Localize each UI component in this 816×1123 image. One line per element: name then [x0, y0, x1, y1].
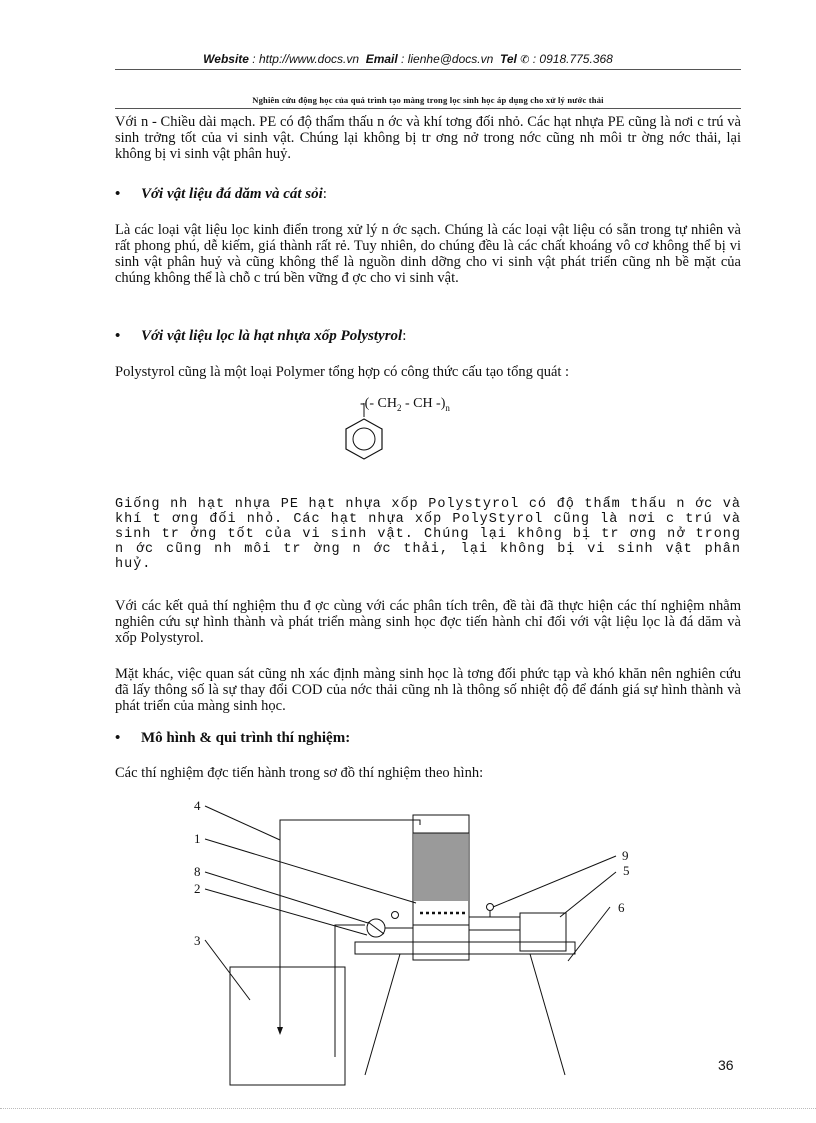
tel-label: Tel [499, 52, 517, 66]
header-rule [115, 69, 741, 70]
polystyrol-formula: -(- $CH_2$ - CH $-)_n$ [360, 396, 450, 413]
benzene-ring-icon [335, 395, 395, 470]
bullet-dot: • [115, 186, 121, 202]
footer-rule [0, 1108, 816, 1109]
storage-tank [230, 967, 345, 1085]
bullet-heading-model [115, 730, 350, 747]
control-box [520, 913, 566, 951]
tel-number: : 0918.775.368 [532, 52, 613, 66]
label-9: 9 [622, 848, 629, 863]
running-title-rule [115, 108, 741, 109]
running-title: Nghiên cứu động học của quá trình tạo màng trong lọc sinh học áp dụng cho xử lý nước thải [252, 95, 604, 105]
paragraph-polystyrol-intro: Polystyrol cũng là một loại Polymer tổng hợp có công thức cấu tạo tổng quát : [115, 364, 570, 380]
phone-icon: ✆ [520, 54, 530, 66]
paragraph-diagram-intro: Các thí nghiệm đợc tiến hành trong sơ đồ thí nghiệm theo hình: [115, 765, 484, 781]
bullet-dot: • [115, 328, 121, 344]
label-2: 2 [194, 881, 201, 896]
paragraph-experiment-results: Với các kết quả thí nghiệm thu đ ợc cùng với các phân tích trên, đề tài đã thực hiện các thí nghiệm nhằm nghiên cứu sự hình thành và phát triển màng sinh học đợc tiến hành chỉ đối với vật liệu lọc là đá dăm và xốp Polystyrol. [115, 598, 741, 646]
bullet-heading-gravel: • Với vật liệu đá dăm và cát sỏi: [115, 186, 327, 202]
website-url[interactable]: : http://www.docs.vn [252, 52, 360, 66]
paragraph-observation: Mặt khác, việc quan sát cũng nh xác định màng sinh học là tơng đối phức tạp và khó khăn nên nghiên cứu đã lấy thông số là sự thay đổi COD của nớc thải cũng nh là thông số nhiệt độ để đánh giá sự hình thành và phát triển của màng sinh học. [115, 666, 741, 714]
experiment-diagram [180, 795, 630, 1085]
label-5: 5 [623, 863, 630, 878]
label-8: 8 [194, 864, 201, 879]
base-plate [355, 942, 575, 954]
label-1: 1 [194, 831, 201, 846]
bullet-dot: • [115, 730, 121, 746]
filter-media [414, 833, 468, 901]
label-3: 3 [194, 933, 201, 948]
bullet-gravel-text: Với vật liệu đá dăm và cát sỏi [141, 186, 323, 202]
paragraph-pe: Với n - Chiều dài mạch. PE có độ thẩm thấu n ớc và khí tơng đối nhỏ. Các hạt nhựa PE cũng là nơi c trú và sinh trởng tốt của vi sinh vật. Chúng lại không bị tr ơng nở trong nớc cũng nh môi tr ờng nớc thải, lại không bị vi sinh vật phân huỷ. [115, 114, 741, 162]
bullet-polystyrol-text: Với vật liệu lọc là hạt nhựa xốp Polystyrol [141, 328, 403, 344]
website-header [0, 52, 816, 66]
bullet-model-text: Mô hình & qui trình thí nghiệm: [141, 730, 351, 746]
email-label: Email [365, 52, 398, 66]
label-6: 6 [618, 900, 625, 915]
email-address[interactable]: : lienhe@docs.vn [401, 52, 494, 66]
paragraph-polystyrol-properties: Giống nh hạt nhựa PE hạt nhựa xốp Polystyrol có độ thẩm thấu n ớc và khí t ơng đối nhỏ. Các hạt nhựa xốp PolyStyrol cũng là nơi c trú và sinh tr ởng tốt của vi sinh vật. Chúng lại không bị tr ơng nở trong n ớc cũng nh môi tr ờng n ớc thải, lại không bị vi sinh vật phân huỷ. [115, 497, 741, 572]
page-number: 36 [718, 1057, 734, 1073]
label-4: 4 [194, 798, 201, 813]
bullet-heading-polystyrol: • Với vật liệu lọc là hạt nhựa xốp Polystyrol: [115, 328, 407, 344]
website-label: Website [203, 52, 249, 66]
paragraph-gravel: Là các loại vật liệu lọc kinh điển trong xử lý n ớc sạch. Chúng là các loại vật liệu có sẵn trong tự nhiên và rất phong phú, dễ kiếm, giá thành rất rẻ. Tuy nhiên, do chúng đều là các chất khoáng vô cơ không thể bị vi sinh vật phân huỷ và cũng không thể là nguồn dinh dỡng cho vi sinh vật phát triển cũng nh bề mặt của chúng không thể là chỗ c trú bền vững đ ợc cho vi sinh vật. [115, 222, 741, 286]
